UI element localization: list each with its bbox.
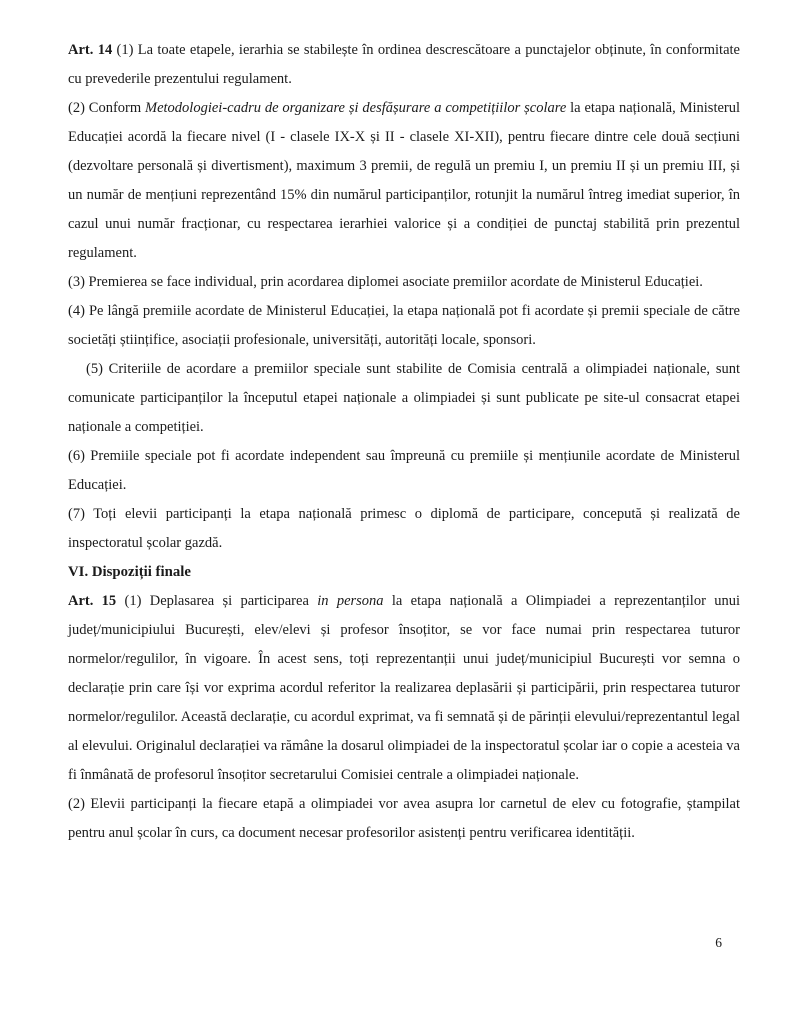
methodology-title-italic: Metodologiei-cadru de organizare și desfășurare a competițiilor școlare <box>145 100 567 116</box>
paragraph-art14-1 <box>68 36 740 94</box>
paragraph-art14-2-prefix: (2) Conform <box>68 100 146 116</box>
paragraph-art14-4: (4) Pe lângă premiile acordate de Ministerul Educației, la etapa națională pot fi acordate și premii speciale de către societăți științifice, asociații profesionale, universități, autorități locale, sponsori. <box>68 303 740 348</box>
paragraph-art15-1 <box>68 587 740 790</box>
paragraph-art15-2: (2) Elevii participanți la fiecare etapă a olimpiadei vor avea asupra lor carnetul de elev cu fotografie, ștampilat pentru anul școlar în curs, ca document necesar profesorilor asistenți pentru verificarea identității. <box>68 796 740 841</box>
document-content <box>68 36 740 848</box>
article-14-label: Art. 14 <box>68 42 113 58</box>
in-persona-italic: in persona <box>317 593 384 609</box>
section-vi-heading: VI. Dispoziții finale <box>68 564 191 580</box>
paragraph-art14-3: (3) Premierea se face individual, prin acordarea diplomei asociate premiilor acordate de Ministerul Educației. <box>68 274 703 290</box>
page-number: 6 <box>715 935 722 950</box>
paragraph-art14-5: (5) Criteriile de acordare a premiilor speciale sunt stabilite de Comisia centrală a olimpiadei naționale, sunt comunicate participanților la începutul etapei naționale a olimpiadei și sunt publicate pe site-ul consacrat etapei naționale a competiției. <box>68 361 740 435</box>
paragraph-art15-1-suffix: la etapa națională a Olimpiadei a reprezentanților unui județ/municipiului București, elev/elevi și profesor însoțitor, se vor face numai prin respectarea tuturor normelor/regulilor, în vigoare. În acest sens, toți reprezentanții unui județ/municipiul București vor semna o declarație prin care își vor exprima acordul referitor la realizarea deplasării și participării, prin respectarea tuturor normelor/regulilor. Această declarație, cu acordul exprimat, va fi semnată și de părinții elevului/reprezentantul legal al elevului. Originalul declarației va rămâne la dosarul olimpiadei de la inspectoratul școlar iar o copie a acesteia va fi înmânată de profesorul însoțitor secretarului Comisiei centrale a olimpiadei naționale. <box>68 593 740 783</box>
paragraph-art14-1-text: (1) La toate etapele, ierarhia se stabilește în ordinea descrescătoare a punctajelor obținute, în conformitate cu prevederile prezentului regulament. <box>68 42 740 87</box>
paragraph-art14-2-suffix: la etapa națională, Ministerul Educației acordă la fiecare nivel (I - clasele IX-X și II - clasele XI-XII), pentru fiecare dintre cele două secțiuni (dezvoltare personală și divertisment), maximum 3 premii, de regulă un premiu I, un premiu II și un premiu III, și un număr de mențiuni reprezentând 15% din numărul participanților, rotunjit la numărul întreg imediat superior, în cazul unui număr fracționar, cu respectarea ierarhiei valorice și a condiției de punctaj stabilită prin prezentul regulament. <box>68 100 741 261</box>
paragraph-art15-1-prefix: (1) Deplasarea și participarea <box>116 593 318 609</box>
paragraph-art14-6: (6) Premiile speciale pot fi acordate independent sau împreună cu premiile și mențiunile acordate de Ministerul Educației. <box>68 448 740 493</box>
paragraph-art14-2 <box>68 94 740 268</box>
paragraph-art14-7: (7) Toți elevii participanți la etapa națională primesc o diplomă de participare, concepută și realizată de inspectoratul școlar gazdă. <box>68 506 740 551</box>
article-15-label: Art. 15 <box>68 593 117 609</box>
